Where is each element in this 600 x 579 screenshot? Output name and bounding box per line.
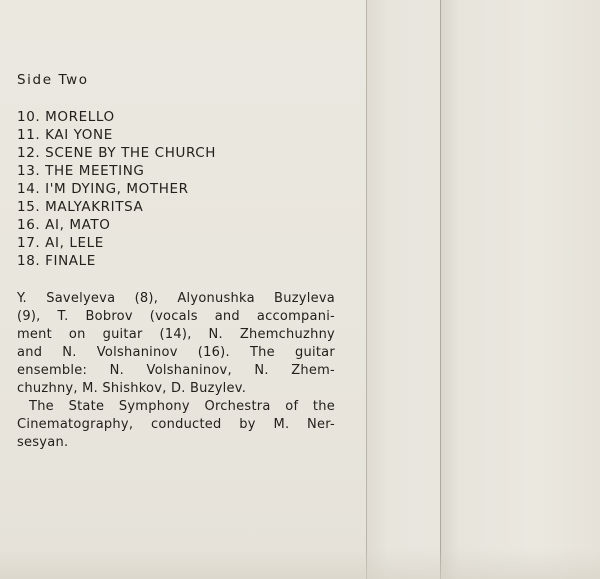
fold-crease	[440, 0, 441, 579]
side-heading: Side Two	[17, 72, 89, 88]
track-item: 18. FINALE	[17, 253, 96, 269]
fold-crease	[366, 0, 367, 579]
credits-line: sesyan.	[17, 435, 69, 450]
credits-line: Cinematography, conducted by M. Ner-	[17, 417, 335, 432]
credits-line: and N. Volshaninov (16). The guitar	[17, 345, 335, 360]
performer-credits	[17, 290, 335, 452]
credits-line: (9), T. Bobrov (vocals and accompani-	[17, 309, 335, 324]
track-list	[17, 108, 216, 270]
insert-back-flap	[440, 0, 600, 579]
track-item: 13. THE MEETING	[17, 163, 145, 179]
track-item: 17. AI, LELE	[17, 235, 104, 251]
paper-shadow	[0, 548, 600, 579]
track-item: 11. KAI YONE	[17, 127, 113, 143]
credits-line: The State Symphony Orchestra of the	[29, 399, 335, 414]
credits-line: ensemble: N. Volshaninov, N. Zhem-	[17, 363, 335, 378]
track-item: 10. MORELLO	[17, 109, 115, 125]
track-item: 15. MALYAKRITSA	[17, 199, 144, 215]
track-item: 12. SCENE BY THE CHURCH	[17, 145, 217, 161]
credits-line: chuzhny, M. Shishkov, D. Buzylev.	[17, 381, 247, 396]
credits-line: Y. Savelyeva (8), Alyonushka Buzyleva	[17, 291, 335, 306]
track-item: 14. I'M DYING, MOTHER	[17, 181, 189, 197]
credits-line: ment on guitar (14), N. Zhemchuzhny	[17, 327, 335, 342]
track-item: 16. AI, MATO	[17, 217, 111, 233]
insert-spine-panel	[366, 0, 440, 579]
